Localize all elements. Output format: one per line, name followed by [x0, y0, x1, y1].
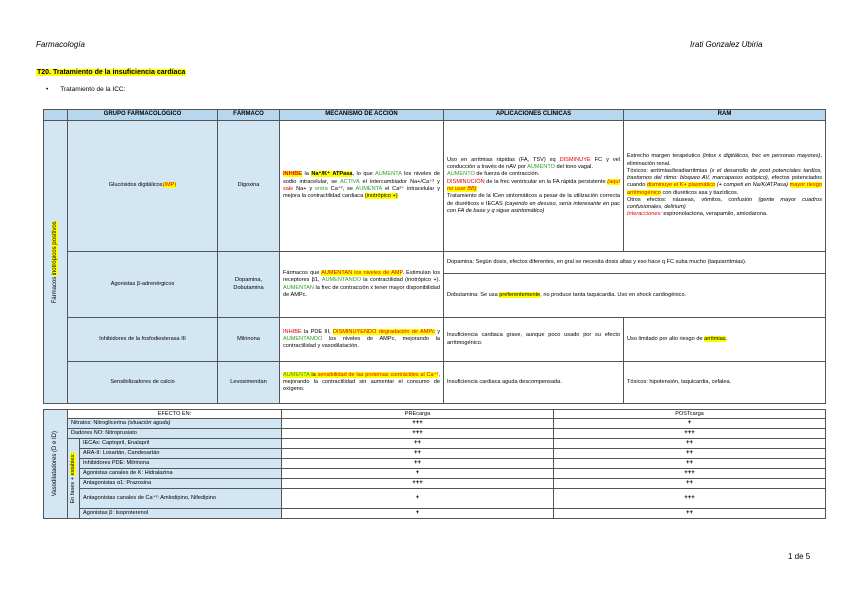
vaso-header-row — [44, 410, 826, 419]
side-label-vasodilatadores — [44, 410, 68, 519]
drug-milrinona: Milrinona — [218, 318, 280, 362]
mech-digox-7: ACTIVA — [339, 178, 360, 185]
applications-digoxina — [444, 121, 624, 252]
mech-digox-4: , lo que — [352, 171, 375, 178]
section-title: T20. Tratamiento de la insuficiencia cardíaca — [37, 69, 186, 76]
table-header-row — [44, 110, 826, 121]
vaso-post-value: ++ — [554, 509, 826, 519]
app-dobu-2: preferentemente — [499, 291, 541, 298]
app-dopamina: Dopamina: Según dosis, efectos diferentes, en gral se necesita dosis altas y eso hace q FC suba mucho (taquiarritmias). — [444, 252, 826, 274]
mech-digox-10: Na+ y — [293, 186, 316, 192]
mech-sens-4: , mejorando la contractilidad sin aumentar el consumo de oxígeno. — [283, 371, 440, 393]
ram-digox-14: espironolactona, verapamilo, amiodarona. — [661, 211, 768, 218]
group-agonistas: Agonistas β-adrenérgicos — [68, 252, 218, 318]
ram-digox-1: Estrecho margen terapéutico — [627, 153, 703, 160]
header-drug: FÁRMACO — [218, 110, 280, 121]
table-row — [44, 479, 826, 489]
mech-digox-6: los niveles de sodio intracelular, se — [283, 171, 440, 185]
vaso-row-name: Inhibidores PDE: Milrinona — [80, 459, 282, 469]
mech-agon-5: la contractilidad (inotrópico +). — [361, 277, 440, 284]
document-author: Irati Gonzalez Ubiria — [690, 40, 763, 49]
mechanism-levosimendan — [280, 362, 444, 404]
table-row — [44, 439, 826, 449]
app-dobutamina — [444, 274, 826, 318]
bullet-item — [46, 86, 125, 93]
ram-inhib-1: Uso limitado por alto riesgo de — [627, 335, 705, 342]
side-label-highlight: inotrópicos positivos — [51, 220, 58, 275]
vaso-row-name: Agonistas canales de K: Hidralazina — [80, 469, 282, 479]
app-digox-5: del tono vagal. — [555, 164, 593, 171]
vaso-row-name: ARA-II: Losartán, Candesartán — [80, 449, 282, 459]
vaso-pre-value: +++ — [282, 479, 554, 489]
mech-digox-12: Ca⁺², se — [327, 186, 356, 192]
mech-agon-4: AUMENTANDO — [321, 277, 362, 284]
app-dobu-3: , no produce tanta taquicardia. Uso en shock cardiogénico. — [540, 291, 687, 298]
group-inhibidores: Inhibidores de la fosfodiesterasa III — [68, 318, 218, 362]
header-ram: RAM — [624, 110, 826, 121]
ram-digox-7: disminuye el K+ plasmático — [646, 182, 716, 189]
vaso-row-name: Dadores NO: Nitroprusiato — [68, 429, 282, 439]
table-row — [44, 459, 826, 469]
vaso-row-name: IECAs: Captopril, Enalapril — [80, 439, 282, 449]
treatment-table — [43, 109, 826, 404]
ram-inhib-2: arritmias — [704, 335, 726, 342]
sub-label-pre: En fases + — [70, 475, 76, 504]
header-applications: APLICACIONES CLÍNICAS — [444, 110, 624, 121]
vaso-post-value: ++ — [554, 439, 826, 449]
ram-digox-10: con diuréticos asa y tiazídicos. — [660, 189, 739, 196]
vaso-row-name — [68, 419, 282, 429]
app-digox-6: AUMENTO — [447, 171, 475, 178]
app-digox-7: de fuerza de contracción. — [474, 171, 540, 178]
ram-inhib-3: . — [725, 335, 728, 342]
vaso-pre-value: ++ — [282, 459, 554, 469]
group-glucosidos-tag: (IMP) — [162, 182, 177, 189]
mech-digox-14: el Ca²⁺ intracelular y mejora la contractilidad cardiaca — [283, 186, 440, 200]
mech-digox-11: entra — [315, 186, 328, 192]
document-subject: Farmacología — [36, 40, 85, 49]
mech-digox-13: AUMENTA — [355, 186, 383, 192]
drug-digoxina: Digoxina — [218, 121, 280, 252]
table-row — [44, 489, 826, 509]
ram-digox-6: , efectos potenciados cuando — [627, 175, 822, 189]
ram-digoxina — [624, 121, 826, 252]
vaso-note-0: (situación aguda) — [127, 420, 171, 426]
vaso-name-0: Nitratos: Nitroglicerina — [71, 420, 128, 426]
vaso-pre-value: +++ — [282, 429, 554, 439]
mech-agon-6: AUMENTAN — [283, 284, 314, 291]
vaso-pre-value: + — [282, 489, 554, 509]
page-number: 1 de 5 — [788, 552, 811, 561]
table-row-sensibilizadores — [44, 362, 826, 404]
app-levosimendan: Insuficiencia cardiaca aguda descompensada. — [444, 362, 624, 404]
mech-sens-1: AUMENTA — [283, 371, 310, 378]
table-row — [44, 419, 826, 429]
header-mechanism: MECANISMO DE ACCIÓN — [280, 110, 444, 121]
mech-digox-9: sale — [283, 186, 294, 192]
vaso-pre-value: ++ — [282, 449, 554, 459]
table-row — [44, 509, 826, 519]
mechanism-digoxina — [280, 121, 444, 252]
vaso-post-value: ++ — [554, 459, 826, 469]
side-label-text — [52, 221, 60, 303]
mechanism-agonistas — [280, 252, 444, 318]
table-row-digitalicos — [44, 121, 826, 252]
side-label-vaso-text: Vasodilatadores (D e ID) — [51, 431, 58, 497]
header-group: GRUPO FARMACOLÓGICO — [68, 110, 218, 121]
app-digox-12: (cayendo en desuso, sería interesante en pac con FA de base y q sigue asintomático) — [447, 200, 620, 214]
table-row-inhibidores — [44, 318, 826, 362]
ram-digox-4: Tóxicos: arritmias/bradiarritmias — [627, 167, 710, 174]
vaso-post-value: ++ — [554, 449, 826, 459]
vaso-header-post: POSTcarga — [554, 410, 826, 419]
mech-digox-15: (inotrópico +) — [364, 193, 398, 200]
vaso-row-name: Antagonistas canales de Ca⁺²: Amlodipino, Nifedipino — [80, 489, 282, 509]
app-dobu-1: Dobutamina: Se usa — [447, 291, 500, 298]
side-label-pre: Fármacos — [51, 274, 58, 304]
mech-sens-2: la — [309, 371, 318, 378]
vaso-post-value: +++ — [554, 489, 826, 509]
vaso-header-effect: EFECTO EN: — [68, 410, 282, 419]
bullet-text: Tratamiento de la ICC: — [60, 86, 126, 93]
mech-inhib-3: DISMINUYENDO degradación de AMPc — [332, 328, 435, 335]
mech-inhib-5: AUMENTANDO — [283, 335, 323, 342]
sub-label-text — [70, 453, 77, 504]
mech-digox-5: AUMENTA — [375, 171, 402, 178]
vaso-row-name: Agonistas β: Isoproterenol — [80, 509, 282, 519]
mech-digox-8: el intercambiador Na+/Ca⁺² y — [359, 178, 440, 185]
vaso-pre-value: + — [282, 509, 554, 519]
ram-digox-13: Interacciones: — [627, 211, 662, 218]
app-digox-3: FC y vel conducción a través de nAV por — [447, 156, 620, 171]
mech-inhib-4: y — [434, 328, 440, 335]
app-milrinona: Insuficiencia cardiaca grave, aunque poco usado por su efecto arritmogénico. — [444, 318, 624, 362]
app-digox-9: de la frec ventricular en la FA rápida persistente — [484, 178, 608, 185]
mech-sens-3: sensibilidad de las proteínas contráctiles al Ca⁺² — [317, 371, 439, 378]
mechanism-milrinona — [280, 318, 444, 362]
table-row — [44, 469, 826, 479]
bullet-dot-icon: • — [46, 86, 49, 93]
app-digox-10: (aquí no usar BB) — [447, 178, 620, 192]
drug-dopamina: Dopamina, Dobutamina — [218, 252, 280, 318]
app-digox-11: Tratamiento de la ICen sintomáticos a pesar de la utilización correcta de diuréticos e IECAS — [447, 193, 620, 207]
group-glucosidos-label: Glucósidos digitálicos — [108, 182, 163, 189]
vaso-row-name: Antagonistas α1: Prazosina — [80, 479, 282, 489]
sub-label-highlight: estables: — [70, 453, 76, 476]
ram-digox-2: (intox x digitálicos, frec en personas mayores) — [702, 153, 821, 160]
mech-digox-2: la — [301, 171, 312, 178]
vaso-pre-value: + — [282, 469, 554, 479]
ram-digox-11: Otros efectos: náuseas, vómitos, confusión — [627, 196, 759, 203]
side-label-inotropicos — [44, 121, 68, 404]
mech-agon-1: Fármacos que — [283, 269, 322, 276]
ram-digox-12: (gente mayor cuadros confusionales, delirium) — [627, 196, 822, 211]
vaso-header-pre: PREcarga — [282, 410, 554, 419]
mech-inhib-1: INHIBE — [283, 328, 302, 335]
vaso-post-value: +++ — [554, 429, 826, 439]
table-row — [44, 429, 826, 439]
vasodilator-table — [43, 409, 826, 519]
ram-digox-3: , eliminación renal. — [627, 153, 822, 167]
mech-agon-7: la frec de contracción x tener mayor disponibilidad de AMPc. — [283, 284, 440, 298]
mech-agon-2: AUMENTAN los niveles de AMP — [321, 269, 403, 276]
ram-digox-9: mayor riesgo arritmogénico — [627, 182, 823, 196]
ram-digox-5: (x el desarrollo de post potenciales tardíos, trastornos del ritmo: bloqueo AV, marcapasos ectópico) — [627, 167, 822, 182]
app-digox-2: DISMINUYE — [559, 156, 591, 163]
vaso-pre-value: +++ — [282, 419, 554, 429]
vaso-post-value: ++ — [554, 479, 826, 489]
header-spacer — [44, 110, 68, 121]
app-digox-4: AUMENTO — [527, 164, 555, 171]
ram-digox-8: (+ competi en Na/K/ATPasa) — [715, 182, 790, 189]
mech-digox-3: Na⁺/K⁺ ATPasa — [311, 171, 353, 178]
mech-inhib-6: los niveles de AMPc, mejorando la contractilidad y vasodilatación. — [283, 335, 440, 350]
ram-milrinona — [624, 318, 826, 362]
mech-digox-1: INHIBE — [283, 171, 302, 178]
sub-label-estables — [68, 439, 80, 519]
mech-inhib-2: la PDE III, — [301, 328, 333, 335]
mech-agon-3: . Estimulan los receptores β1, — [283, 269, 440, 284]
ram-levosimendan: Tóxicos: hipotensión, taquicardia, cefalea. — [624, 362, 826, 404]
group-sensibilizadores: Sensibilizadores de calcio — [68, 362, 218, 404]
drug-levosimendan: Levosimendan — [218, 362, 280, 404]
group-glucosidos — [68, 121, 218, 252]
table-row — [44, 449, 826, 459]
app-digox-1: Uso en arritmias rápidas (FA, TSV) xq — [447, 156, 560, 163]
vaso-post-value: +++ — [554, 469, 826, 479]
app-digox-8: DISMINUCIÓN — [447, 178, 485, 185]
vaso-pre-value: ++ — [282, 439, 554, 449]
vaso-post-value: + — [554, 419, 826, 429]
table-row-agonistas-1 — [44, 252, 826, 274]
